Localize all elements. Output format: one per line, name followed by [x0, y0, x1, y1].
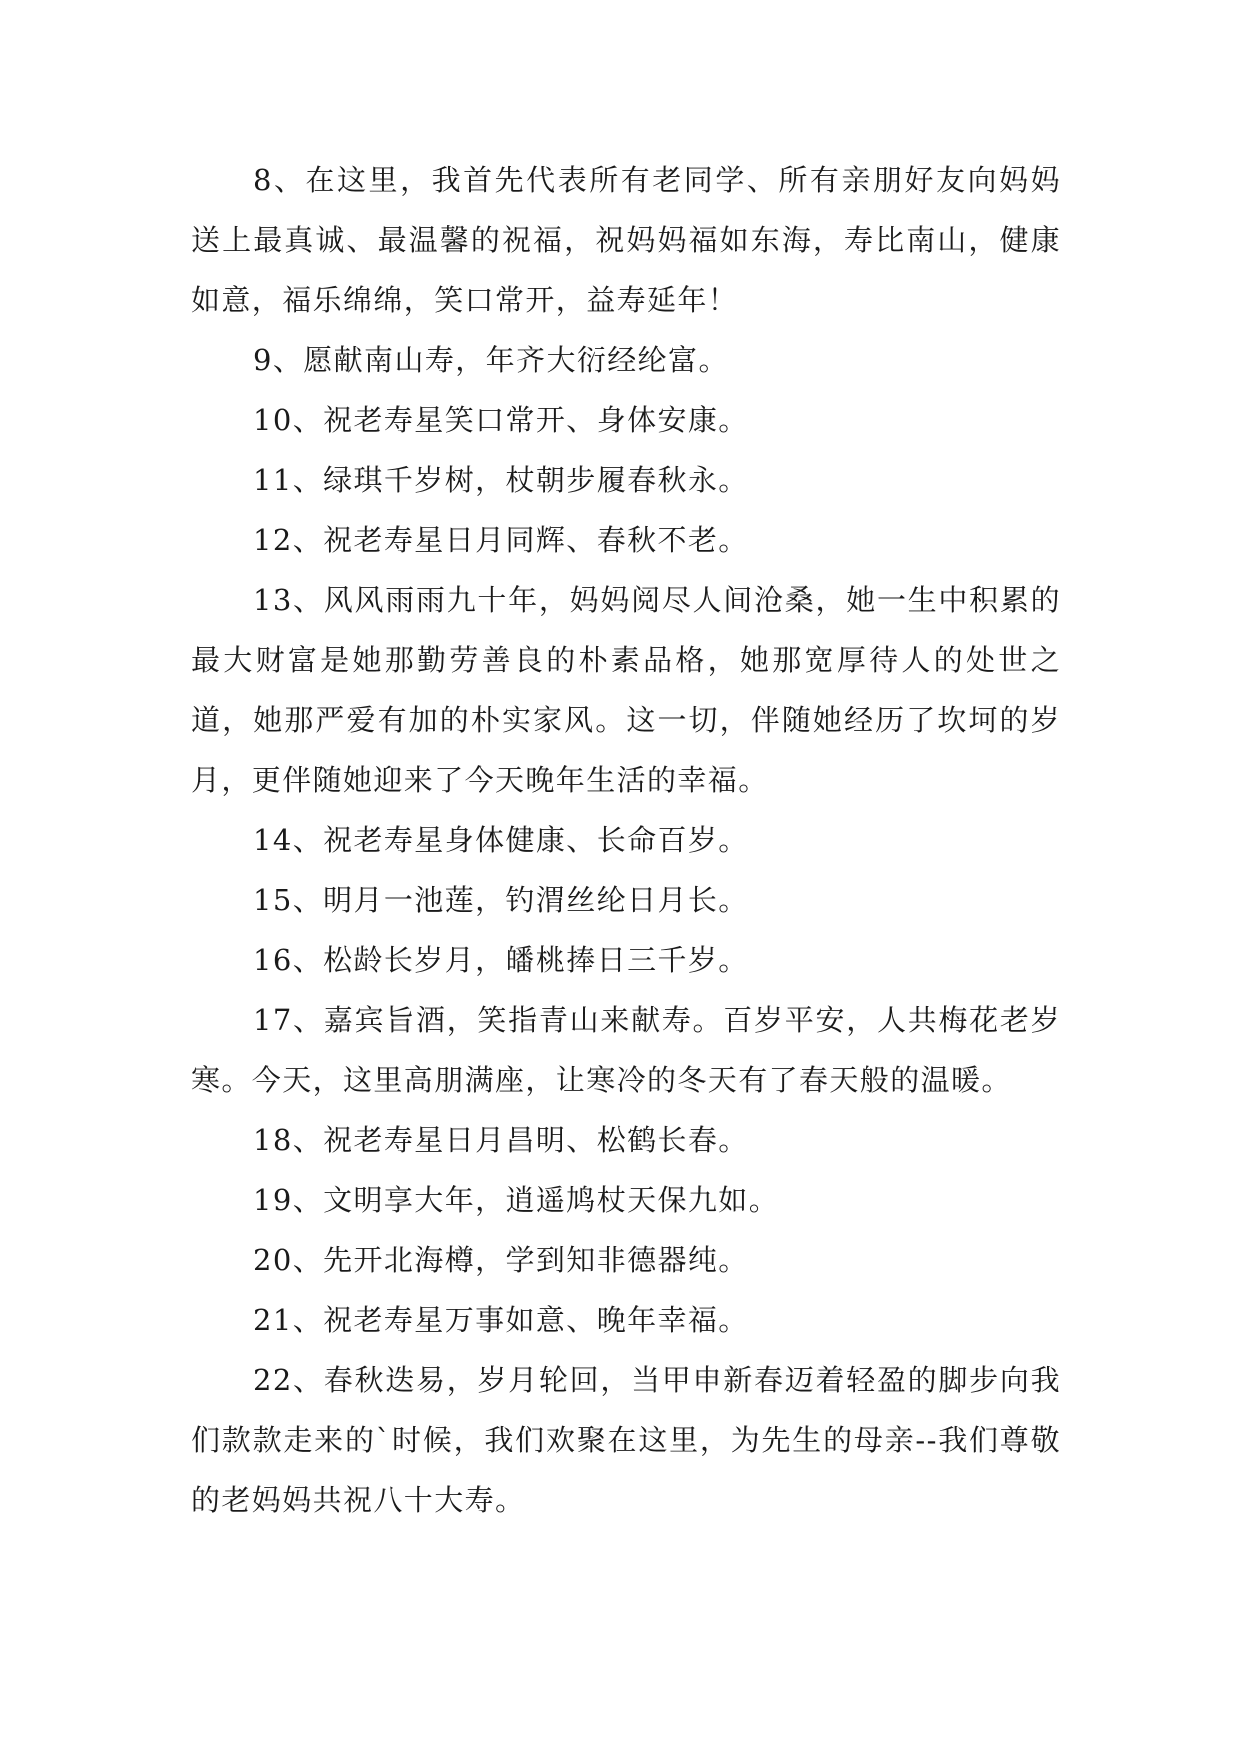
document-page: [191, 150, 1061, 1530]
paragraph-11: 11、绿琪千岁树，杖朝步履春秋永。: [253, 463, 749, 497]
paragraph-9: 9、愿献南山寿，年齐大衍经纶富。: [253, 343, 729, 377]
paragraph-19: 19、文明享大年，逍遥鸠杖天保九如。: [253, 1183, 780, 1217]
paragraph-17: 17、嘉宾旨酒，笑指青山来献寿。百岁平安，人共梅花老岁寒。今天，这里高朋满座，让寒冷的冬天有了春天般的温暖。: [191, 1003, 1061, 1097]
paragraph-10: 10、祝老寿星笑口常开、身体安康。: [253, 403, 749, 437]
paragraph-14: 14、祝老寿星身体健康、长命百岁。: [253, 823, 749, 857]
paragraph-8: 8、在这里，我首先代表所有老同学、所有亲朋好友向妈妈送上最真诚、最温馨的祝福，祝妈妈福如东海，寿比南山，健康如意，福乐绵绵，笑口常开，益寿延年！: [191, 163, 1061, 317]
paragraph-20: 20、先开北海樽，学到知非德器纯。: [253, 1243, 749, 1277]
paragraph-21: 21、祝老寿星万事如意、晚年幸福。: [253, 1303, 749, 1337]
paragraph-12: 12、祝老寿星日月同辉、春秋不老。: [253, 523, 749, 557]
paragraph-18: 18、祝老寿星日月昌明、松鹤长春。: [253, 1123, 749, 1157]
paragraph-16: 16、松龄长岁月，皤桃捧日三千岁。: [253, 943, 749, 977]
paragraph-13: 13、风风雨雨九十年，妈妈阅尽人间沧桑，她一生中积累的最大财富是她那勤劳善良的朴素品格，她那宽厚待人的处世之道，她那严爱有加的朴实家风。这一切，伴随她经历了坎坷的岁月，更伴随她迎来了今天晚年生活的幸福。: [191, 583, 1061, 797]
paragraph-22: 22、春秋迭易，岁月轮回，当甲申新春迈着轻盈的脚步向我们款款走来的`时候，我们欢聚在这里，为先生的母亲--我们尊敬的老妈妈共祝八十大寿。: [191, 1363, 1061, 1517]
paragraph-15: 15、明月一池莲，钓渭丝纶日月长。: [253, 883, 749, 917]
